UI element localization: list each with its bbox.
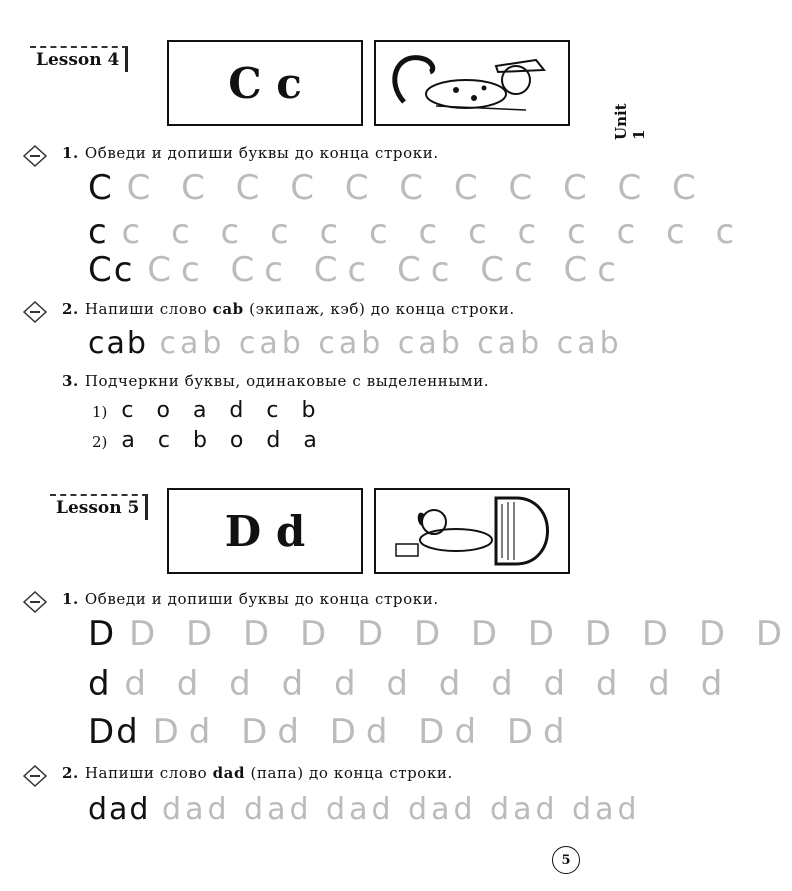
- word-row: [88, 792, 641, 827]
- task-text: Обведи и допиши буквы до конца строки.: [84, 590, 439, 608]
- trace-letters: Dd Dd Dd Dd Dd: [152, 712, 575, 752]
- lesson-5-letter-box: [167, 488, 363, 574]
- pencil-book-icon: [22, 142, 48, 168]
- pencil-book-icon: [22, 588, 48, 614]
- model-letter: d: [88, 664, 112, 704]
- trace-letters: c c c c c c c c c c c c c: [121, 212, 745, 252]
- trace-letters: C C C C C C C C C C C: [126, 168, 706, 208]
- model-letter: D: [88, 614, 117, 654]
- lesson-4-task-3: [62, 372, 489, 390]
- lesson-4-task-2: [62, 300, 515, 318]
- model-word: dad: [88, 792, 151, 827]
- lesson-4-tag: Lesson 4: [30, 46, 128, 72]
- tracing-row: [88, 712, 575, 752]
- lesson-4-letter-box: [167, 40, 363, 126]
- task-word: dad: [212, 764, 246, 782]
- task-number: 2.: [62, 300, 79, 318]
- lesson-5-tag: Lesson 5: [50, 494, 148, 520]
- lesson-4-illustration: [374, 40, 570, 126]
- letter-choice-row: [92, 398, 315, 423]
- trace-letters: d d d d d d d d d d d d: [124, 664, 733, 704]
- lesson-4-task-1: [62, 144, 439, 162]
- task-number: 3.: [62, 372, 79, 390]
- task-text-post: (экипаж, кэб) до конца строки.: [243, 300, 515, 318]
- lesson-5-illustration: [374, 488, 570, 574]
- trace-words: cab cab cab cab cab cab: [159, 326, 623, 361]
- lesson-5-letters: D d: [224, 506, 306, 556]
- pencil-book-icon: [22, 762, 48, 788]
- row-number: 2): [92, 433, 108, 451]
- letter-choice-row: [92, 428, 317, 453]
- lesson-5-task-2: [62, 764, 453, 782]
- tracing-row: [88, 168, 706, 208]
- lesson-5-task-1: [62, 590, 439, 608]
- model-letter: Cc: [88, 250, 135, 290]
- word-row: [88, 326, 623, 361]
- model-letter: C: [88, 168, 114, 208]
- tracing-row: [88, 614, 792, 654]
- dog-illustration: [376, 490, 568, 572]
- task-text: Подчеркни буквы, одинаковые с выделенными.: [84, 372, 490, 390]
- page-number-text: 5: [561, 852, 571, 868]
- task-text-pre: Напиши слово: [84, 300, 213, 318]
- task-word: cab: [212, 300, 244, 318]
- trace-words: dad dad dad dad dad dad: [162, 792, 641, 827]
- task-number: 1.: [62, 144, 79, 162]
- model-word: cab: [88, 326, 148, 361]
- page-number: [552, 846, 580, 874]
- task-number: 1.: [62, 590, 79, 608]
- task-text-post: (папа) до конца строки.: [245, 764, 453, 782]
- pencil-book-icon: [22, 298, 48, 324]
- lesson-4-letters: C c: [228, 58, 302, 108]
- tracing-row: [88, 664, 732, 704]
- unit-label: Unit 1: [612, 103, 648, 140]
- model-letter: Dd: [88, 712, 140, 752]
- trace-letters: D D D D D D D D D D D D: [129, 614, 792, 654]
- tracing-row: [88, 250, 626, 290]
- trace-letters: Cc Cc Cc Cc Cc Cc: [147, 250, 626, 290]
- task-text: Обведи и допиши буквы до конца строки.: [84, 144, 439, 162]
- row-number: 1): [92, 403, 108, 421]
- row-letters: c o a d c b: [121, 398, 316, 423]
- tracing-row: [88, 212, 744, 252]
- cat-illustration: [376, 42, 568, 124]
- task-text-pre: Напиши слово: [84, 764, 213, 782]
- model-letter: c: [88, 212, 109, 252]
- row-letters: a c b o d a: [121, 428, 317, 453]
- task-number: 2.: [62, 764, 79, 782]
